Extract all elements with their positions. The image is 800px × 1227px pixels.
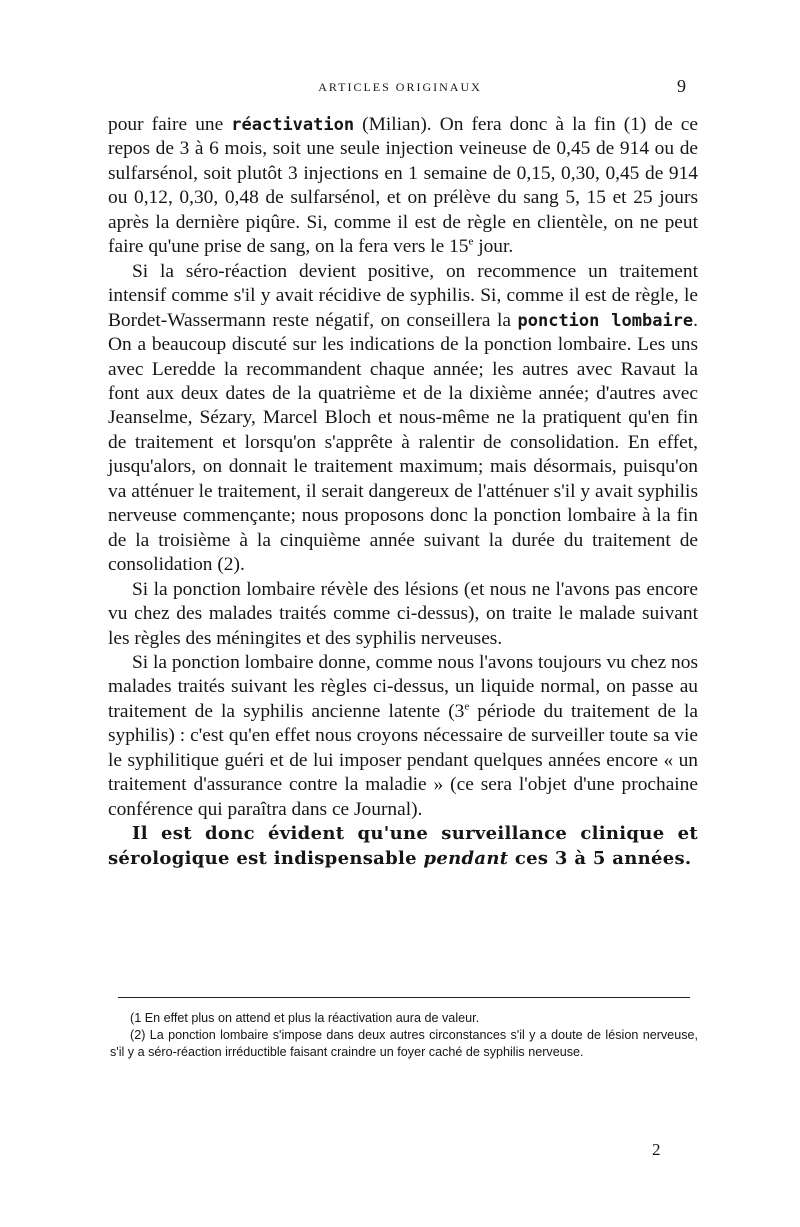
paragraph-conclusion (108, 822, 698, 871)
paragraph-ponction-lombaire (108, 260, 698, 578)
footnotes (110, 1010, 698, 1061)
page-number: 9 (677, 76, 686, 96)
text-run: (Milian). On fera donc à la fin (1) de ce repos de 3 à 6 mois, soit une seule injection veineuse de 0,45 de 914 ou de sulfarsénol, soit plutôt 3 injections en 1 semaine de 0,15, 0,30, 0,45 de 914 ou 0,12, 0,30, 0,48 de sulfarsénol, et on prélève du sang 5, 15 et 25 jours après la dernière piqûre. Si, comme il est de règle en clientèle, on ne peut faire qu'une prise de sang, on la fera vers le 15 (108, 114, 698, 258)
text-run: période du traitement de la syphilis) : c'est qu'en effet nous croyons nécessaire de surveiller toute sa vie le syphilitique guéri et de lui imposer pendant quelques années encore « un traitement d'assurance contre la maladie » (ce sera l'objet d'une prochaine conférence qui paraîtra dans ce Journal). (108, 700, 698, 820)
running-title: ARTICLES ORIGINAUX (318, 80, 482, 94)
text-run: Si la ponction lombaire donne, comme nous l'avons toujours vu chez nos malades traités suivant les règles ci-dessus, un liquide normal, on passe au traitement de la syphilis ancienne latente (3 (108, 651, 698, 722)
italic-word: pendant (423, 847, 509, 869)
paragraph-reactivation (108, 113, 698, 260)
bold-term-reactivation: réactivation (231, 115, 355, 135)
text-run: . On a beaucoup discuté sur les indications de la ponction lombaire. Les uns avec Leredde la recommandent chaque année; les autres avec Ravaut la font aux deux dates de la quatrième et de la dixième année; d'autres avec Jeanselme, Sézary, Marcel Bloch et nous-même ne la pratiquent qu'en fin de traitement et lorsqu'on s'apprête à ralentir de consolidation. En effet, jusqu'alors, on donnait le traitement maximum; mais désormais, puisqu'on va atténuer le traitement, il serait dangereux de l'atténuer s'il y avait syphilis nerveuse commençante; nous proposons donc la ponction lombaire à la fin de la troisième à la cinquième année suivant la durée du traitement de consolidation (2). (108, 309, 699, 576)
footnote-2: (2) La ponction lombaire s'impose dans deux autres circonstances s'il y a doute de lésion nerveuse, s'il y a séro-réaction irréductible faisant craindre un foyer caché de syphilis nerveuse. (110, 1028, 698, 1059)
article-body (108, 113, 698, 871)
superscript: e (468, 235, 474, 248)
footnote-separator (118, 997, 690, 998)
text-run: pour faire une (108, 114, 232, 135)
footnote-1: (1 En effet plus on attend et plus la réactivation aura de valeur. (130, 1011, 480, 1025)
text-run: jour. (473, 236, 514, 258)
superscript: e (464, 700, 470, 713)
signature-mark: 2 (652, 1140, 661, 1159)
bold-term-ponction-lombaire: ponction lombaire (517, 310, 694, 331)
text-run: ces 3 à 5 années. (508, 847, 692, 869)
text-run: Si la séro-réaction devient positive, on recommence un traitement intensif comme s'il y avait récidive de syphilis. Si, comme il est de règle, le Bordet-Wassermann reste négatif, on conseillera la (108, 260, 698, 331)
text-run: Il est donc évident qu'une surveillance clinique et sérologique est indispensable (108, 823, 698, 869)
paragraph-lesions (108, 578, 698, 651)
page-header (110, 76, 690, 98)
text-run: Si la ponction lombaire révèle des lésions (et nous ne l'avons pas encore vu chez des malades traités comme ci-dessus), on traite le malade suivant les règles des méningites et des syphilis nerveuses. (108, 578, 698, 649)
paragraph-liquide-normal (108, 651, 698, 822)
